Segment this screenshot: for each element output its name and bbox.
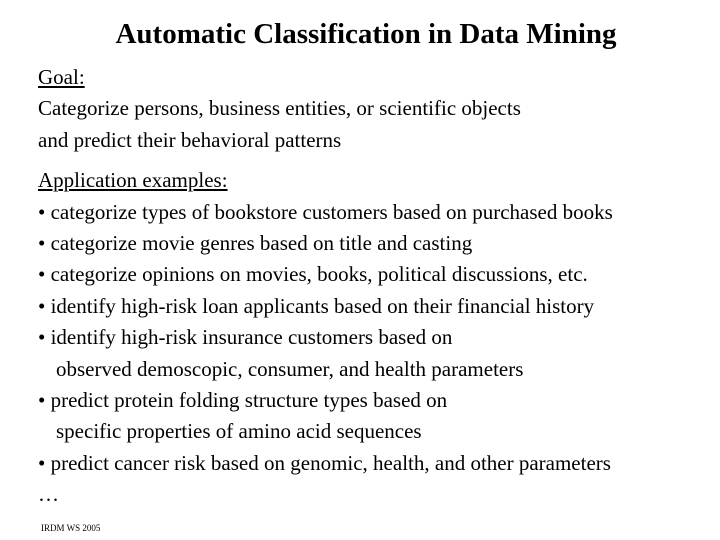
application-item: • identify high-risk loan applicants based on their financial history xyxy=(38,293,595,318)
goal-heading: Goal: xyxy=(38,65,85,89)
application-item-continuation: specific properties of amino acid sequences xyxy=(56,419,422,444)
applications-heading: Application examples: xyxy=(38,168,228,193)
application-item: • categorize movie genres based on title and casting xyxy=(38,230,473,255)
ellipsis: … xyxy=(38,482,59,507)
goal-line: and predict their behavioral patterns xyxy=(38,127,342,152)
section-gap xyxy=(38,156,714,165)
application-item: • categorize types of bookstore customers based on purchased books xyxy=(38,199,613,224)
application-item: • identify high-risk insurance customers based on xyxy=(38,325,453,350)
application-item: • predict cancer risk based on genomic, health, and other parameters xyxy=(38,450,611,475)
slide-title: Automatic Classification in Data Mining xyxy=(115,18,617,50)
application-item: • predict protein folding structure types based on xyxy=(38,387,448,412)
application-item-continuation: observed demoscopic, consumer, and health parameters xyxy=(56,356,524,381)
goal-line: Categorize persons, business entities, or scientific objects xyxy=(38,96,521,121)
footer-label: IRDM WS 2005 xyxy=(41,523,101,533)
slide-body xyxy=(38,62,714,510)
application-item: • categorize opinions on movies, books, political discussions, etc. xyxy=(38,262,588,287)
